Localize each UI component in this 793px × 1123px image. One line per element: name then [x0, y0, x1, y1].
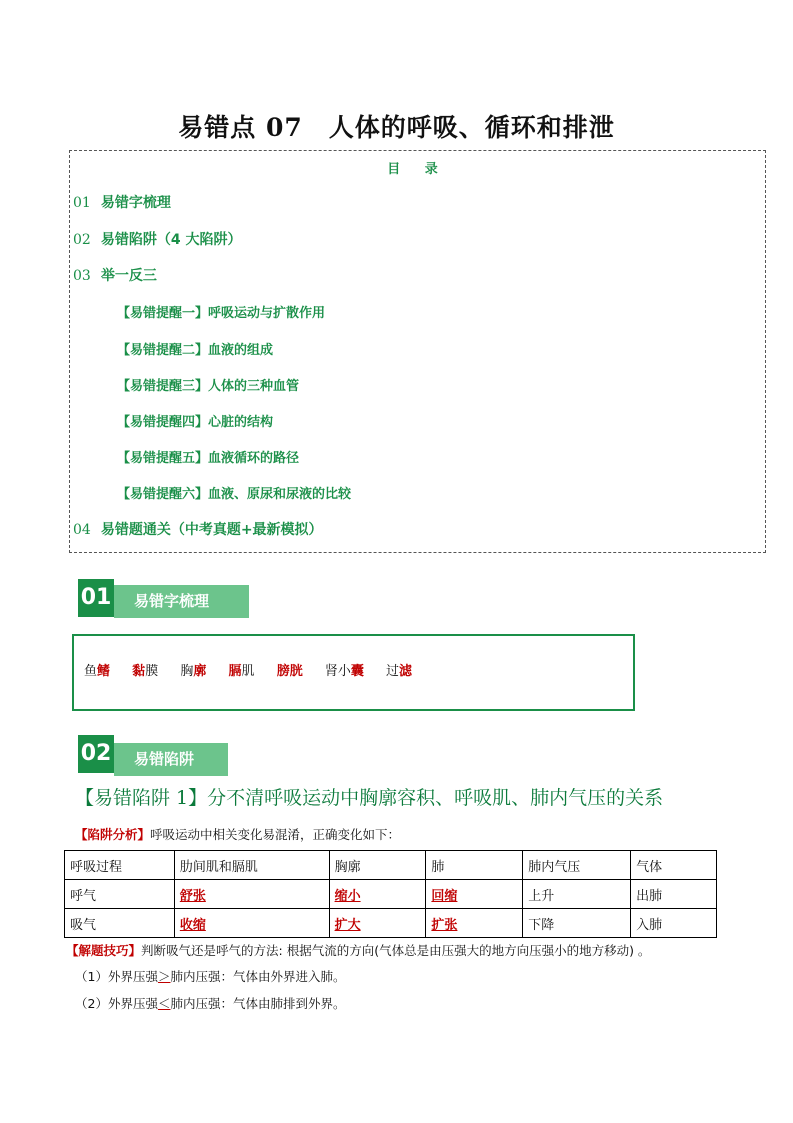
solving-tip: 【解题技巧】判断吸气还是呼气的方法: 根据气流的方向(气体总是由压强大的地方向压强小的地方移动) 。: [66, 943, 651, 958]
table-header-row: 呼吸过程 肋间肌和膈肌 胸廓 肺 肺内气压 气体: [65, 851, 717, 880]
toc-subitem-2[interactable]: 【易错提醒二】血液的组成: [117, 343, 274, 358]
word-item: 膀胱: [276, 664, 303, 679]
table-row: 呼气 舒张 缩小 回缩 上升 出肺: [65, 880, 717, 909]
toc-subitem-6[interactable]: 【易错提醒六】血液、原尿和尿液的比较: [117, 487, 352, 502]
toc-item-03[interactable]: 03 举一反三: [73, 268, 157, 284]
error-words-box: [72, 634, 635, 711]
section-02-label: 易错陷阱: [114, 743, 228, 776]
table-row: 吸气 收缩 扩大 扩张 下降 入肺: [65, 909, 717, 938]
trap-1-title: 【易错陷阱 1】分不清呼吸运动中胸廓容积、呼吸肌、肺内气压的关系: [75, 787, 664, 809]
toc-subitem-1[interactable]: 【易错提醒一】呼吸运动与扩散作用: [117, 306, 326, 321]
toc-item-04[interactable]: 04 易错题通关（中考真题+最新模拟）: [73, 522, 323, 538]
word-item: 黏膜: [132, 664, 159, 679]
rule-1: （1）外界压强＞肺内压强：气体由外界进入肺。: [75, 969, 346, 984]
table-of-contents: [69, 150, 766, 553]
toc-item-02[interactable]: 02 易错陷阱（4 大陷阱）: [73, 232, 242, 248]
toc-item-01[interactable]: 01 易错字梳理: [73, 195, 171, 211]
section-02-number: 02: [78, 735, 114, 773]
word-item: 胸廓: [180, 664, 207, 679]
rule-2: （2）外界压强＜肺内压强：气体由肺排到外界。: [75, 996, 346, 1011]
toc-heading: 目 录: [387, 162, 448, 177]
toc-subitem-4[interactable]: 【易错提醒四】心脏的结构: [117, 415, 274, 430]
breathing-comparison-table: [64, 850, 717, 938]
trap-analysis: 【陷阱分析】呼吸运动中相关变化易混淆，正确变化如下：: [75, 827, 401, 842]
word-item: 肾小囊: [324, 664, 364, 679]
word-item: 过滤: [386, 664, 413, 679]
toc-subitem-3[interactable]: 【易错提醒三】人体的三种血管: [117, 379, 300, 394]
error-words-list: [84, 660, 430, 679]
section-01-number: 01: [78, 579, 114, 617]
section-01-label: 易错字梳理: [114, 585, 249, 618]
word-item: 鱼鳍: [84, 664, 111, 679]
toc-subitem-5[interactable]: 【易错提醒五】血液循环的路径: [117, 451, 300, 466]
word-item: 膈肌: [228, 664, 255, 679]
page-title: 易错点 07 人体的呼吸、循环和排泄: [178, 113, 615, 142]
